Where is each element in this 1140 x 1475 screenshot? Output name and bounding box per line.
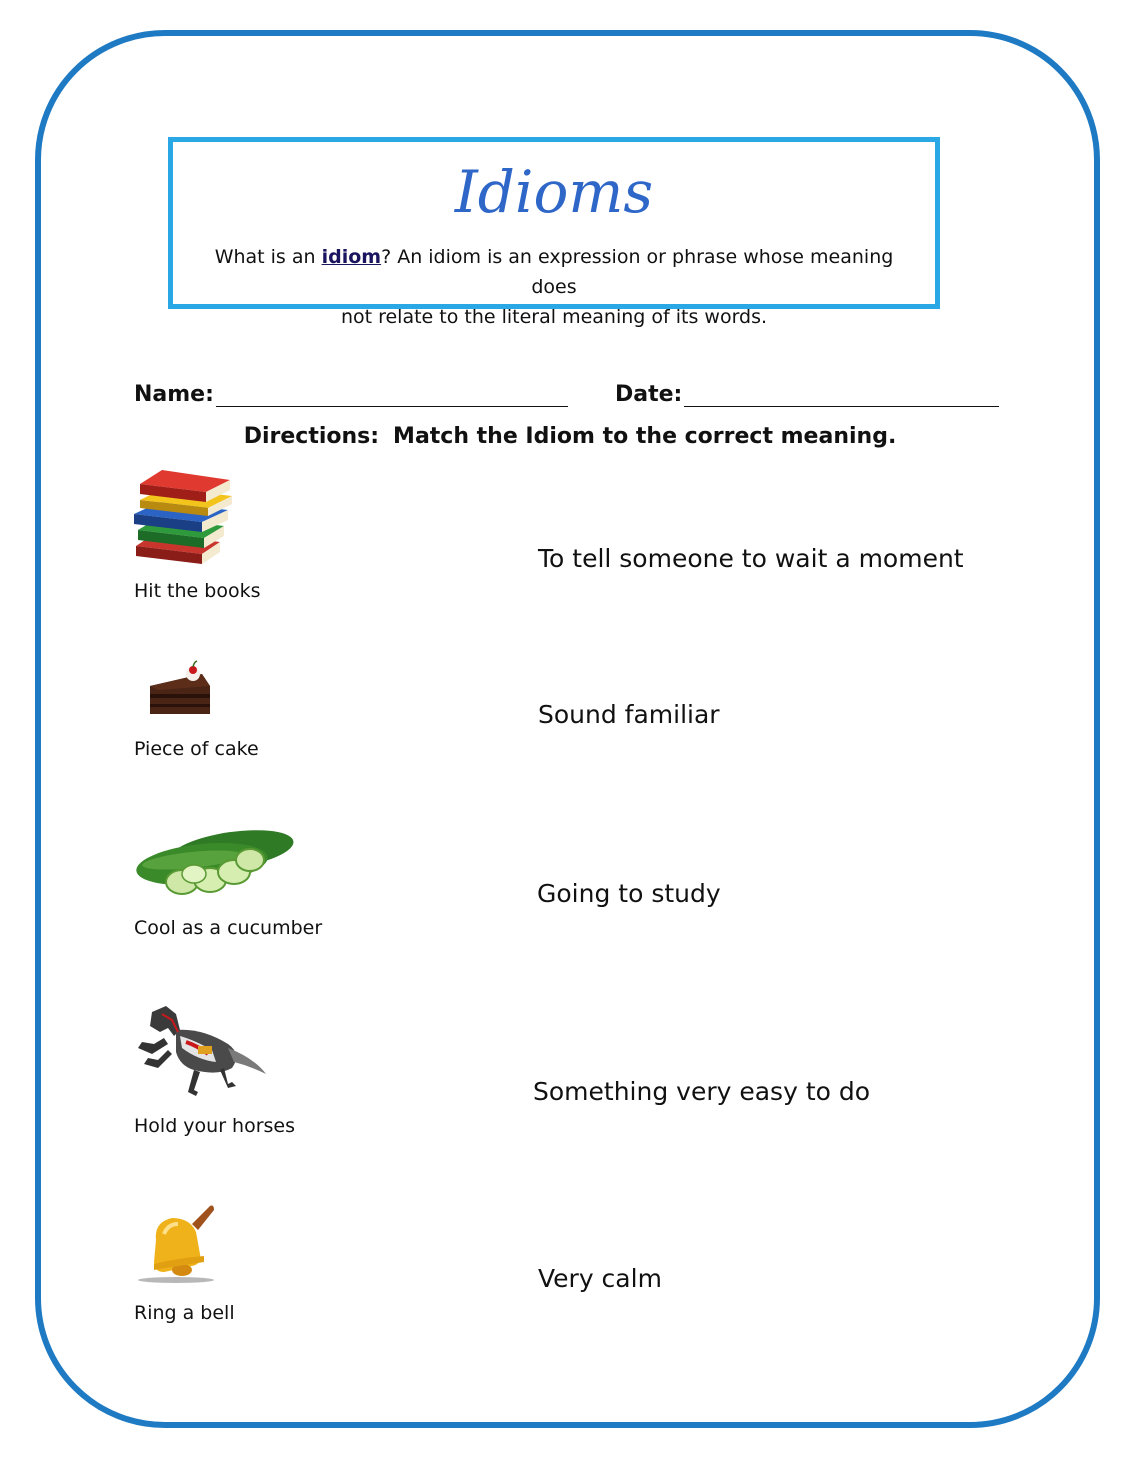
meaning-very-easy: Something very easy to do bbox=[533, 1077, 871, 1106]
date-field[interactable] bbox=[615, 380, 999, 407]
meaning-sound-familiar: Sound familiar bbox=[538, 700, 720, 729]
idiom-label-hit-the-books: Hit the books bbox=[134, 580, 261, 602]
horse-icon bbox=[132, 1004, 270, 1102]
idiom-label-cool-as-a-cucumber: Cool as a cucumber bbox=[134, 917, 323, 939]
books-icon bbox=[132, 468, 236, 570]
definition-keyword: idiom bbox=[321, 246, 382, 268]
meaning-wait-a-moment: To tell someone to wait a moment bbox=[538, 544, 964, 573]
date-label: Date: bbox=[615, 382, 683, 407]
bell-icon bbox=[134, 1202, 218, 1286]
title-box bbox=[168, 137, 940, 328]
name-field[interactable] bbox=[134, 380, 568, 407]
name-label: Name: bbox=[134, 382, 214, 407]
directions bbox=[0, 424, 1140, 449]
cake-slice-icon bbox=[146, 660, 216, 720]
directions-text: Match the Idiom to the correct meaning. bbox=[393, 424, 897, 449]
directions-label: Directions: bbox=[243, 424, 380, 449]
definition-prefix: What is an bbox=[214, 246, 322, 268]
idiom-label-ring-a-bell: Ring a bell bbox=[134, 1302, 235, 1324]
cucumber-icon bbox=[132, 824, 296, 898]
meaning-going-to-study: Going to study bbox=[537, 879, 721, 908]
date-line[interactable] bbox=[684, 380, 999, 407]
definition-line2: not relate to the literal meaning of its words. bbox=[340, 306, 768, 328]
idiom-definition bbox=[193, 242, 915, 332]
name-line[interactable] bbox=[216, 380, 568, 407]
definition-line1-rest: ? An idiom is an expression or phrase whose meaning does bbox=[381, 246, 894, 298]
idiom-label-hold-your-horses: Hold your horses bbox=[134, 1115, 296, 1137]
idiom-label-piece-of-cake: Piece of cake bbox=[134, 738, 259, 760]
meaning-very-calm: Very calm bbox=[538, 1264, 662, 1293]
page-title: Idioms bbox=[454, 158, 654, 226]
